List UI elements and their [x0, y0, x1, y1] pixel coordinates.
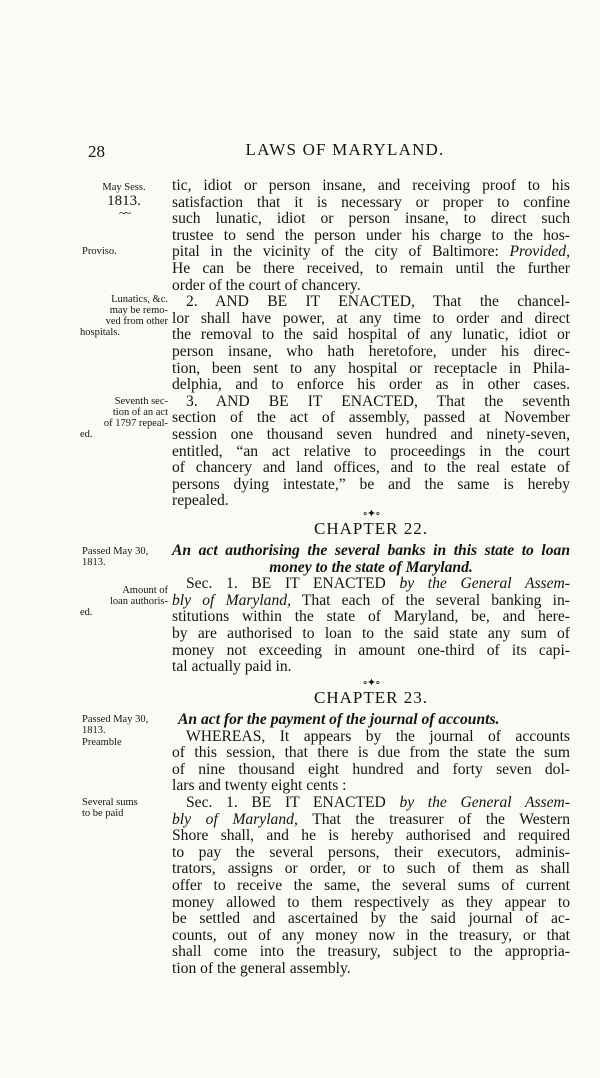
margin-seventh: [80, 396, 168, 440]
margin-line: Seventh sec-: [114, 396, 168, 407]
ornament-22: ∘✦∘: [362, 508, 380, 520]
margin-line: ved from other: [105, 316, 168, 327]
text-line: stitutions within the state of Maryland, be, and here-: [172, 608, 570, 626]
text-line: of chancery and land offices, and to the real estate of: [172, 459, 570, 477]
text-line: He can be there received, to remain until the further: [172, 259, 570, 277]
margin-amount: [80, 585, 168, 618]
margin-line: Passed May 30,: [82, 714, 149, 725]
text-line: trustee to send the person under his charge to the hos-: [172, 226, 570, 244]
text-line: delphia, and to enforce his order as in other cases.: [172, 376, 570, 394]
margin-line: Lunatics, &c.: [111, 294, 168, 305]
text-line: [172, 576, 570, 593]
margin-line: loan authoris-: [109, 596, 168, 607]
text-line: [172, 812, 570, 829]
text-line: satisfaction that it is necessary or proper to confine: [172, 193, 570, 211]
text-line: person insane, who hath heretofore, under his direc-: [172, 342, 570, 360]
text-line: tion of the general assembly.: [172, 959, 351, 977]
margin-line: Amount of: [122, 585, 168, 596]
margin-preamble: Preamble: [82, 737, 122, 748]
text-line: of nine thousand eight hundred and forty seven dol-: [172, 760, 570, 778]
chapter-22-heading: CHAPTER 22.: [314, 519, 428, 538]
text-span: Sec. 1. BE IT ENACTED: [186, 793, 386, 811]
text-line: money allowed to them respectively as they appear to: [172, 893, 570, 911]
text-line: to pay the several persons, their executors, adminis-: [172, 843, 570, 861]
text-line: repealed.: [172, 492, 229, 510]
text-line: lor shall have power, at any time to order and direct: [172, 309, 570, 327]
text-line: tion, been sent to any hospital or receptacle in Phila-: [172, 359, 570, 377]
text-line: money not exceeding in amount one-third of its capi-: [172, 641, 570, 659]
body-block-1: [172, 178, 570, 510]
text-line: Shore shall, and he is hereby authorised and required: [172, 827, 570, 845]
chapter-23-heading: CHAPTER 23.: [314, 688, 428, 707]
text-line: be settled and ascertained by the said journal of ac-: [172, 910, 570, 928]
text-line: the removal to the said hospital of any lunatic, idiot or: [172, 326, 570, 344]
margin-several: [82, 797, 170, 819]
text-line: section of the act of assembly, passed at November: [172, 409, 570, 427]
text-line: order of the court of chancery.: [172, 276, 361, 294]
text-line: counts, out of any money now in the treasury, or that: [172, 926, 570, 944]
page-number: 28: [88, 142, 105, 161]
text-span: bly of Maryland,: [172, 810, 298, 828]
chapter-22-title: money to the state of Maryland.: [269, 558, 473, 576]
text-line: lars and twenty eight cents :: [172, 777, 347, 795]
chapter-23-title: An act for the payment of the journal of accounts.: [178, 711, 500, 728]
session-label: May Sess.: [102, 182, 146, 193]
margin-passed-22: [82, 546, 170, 568]
text-span: by the General Assem-: [399, 575, 570, 593]
text-line: [172, 795, 570, 812]
text-line: tic, idiot or person insane, and receiving proof to his: [172, 177, 570, 194]
text-span: by the General Assem-: [399, 793, 570, 811]
margin-line: hospitals.: [80, 327, 120, 338]
text-line: of this session, that there is due from the state the sum: [172, 744, 570, 762]
text-span: bly of Maryland,: [172, 591, 291, 609]
chapter-22-title: An act authorising the several banks in this state to loan: [172, 542, 570, 559]
margin-line: tion of an act: [112, 407, 168, 418]
text-line: shall come into the treasury, subject to the appropria-: [172, 943, 570, 961]
chapter-22-block: [172, 543, 570, 676]
page-header: [88, 140, 572, 164]
text-line: [172, 244, 570, 261]
tilde-ornament: ~~: [118, 205, 130, 220]
text-span: That each of the several banking in-: [301, 591, 570, 609]
provided-word: Provided,: [509, 243, 570, 261]
margin-line: 1813.: [82, 557, 106, 568]
text-line: offer to receive the same, the several sums of current: [172, 876, 570, 894]
text-line: persons dying intestate,” be and the same is hereby: [172, 475, 570, 493]
running-head: LAWS OF MARYLAND.: [245, 140, 445, 159]
margin-line: of 1797 repeal-: [103, 418, 168, 429]
margin-line: may be remo-: [109, 305, 168, 316]
margin-lunatics: [80, 294, 168, 338]
margin-line: to be paid: [82, 808, 124, 819]
text-line: trators, assigns or order, or to such of them as shall: [172, 860, 570, 878]
text-line: WHEREAS, It appears by the journal of accounts: [186, 727, 570, 745]
ornament-23: ∘✦∘: [362, 677, 380, 689]
margin-session: [84, 182, 164, 220]
section-3-heading: 3. AND BE IT ENACTED, That the seventh: [186, 392, 570, 410]
margin-line: ed.: [80, 429, 93, 440]
margin-line: Several sums: [82, 797, 138, 808]
text-span: pital in the vicinity of the city of Baltimore:: [172, 243, 499, 261]
session-year: 1813.: [107, 193, 141, 209]
text-span: That the treasurer of the Western: [312, 810, 570, 828]
text-line: by are authorised to loan to the said state any sum of: [172, 624, 570, 642]
text-line: such lunatic, idiot or person insane, to direct such: [172, 210, 570, 228]
text-line: entitled, “an act relative to proceedings in the court: [172, 442, 570, 460]
text-line: tal actually paid in.: [172, 658, 292, 676]
section-2-heading: 2. AND BE IT ENACTED, That the chancel-: [186, 293, 570, 311]
text-line: [172, 593, 570, 610]
margin-passed-23: [82, 714, 170, 736]
margin-line: ed.: [80, 607, 93, 618]
margin-proviso: Proviso.: [82, 246, 117, 257]
text-span: Sec. 1. BE IT ENACTED: [186, 575, 386, 593]
chapter-23-block: [172, 712, 570, 978]
text-line: session one thousand seven hundred and ninety-seven,: [172, 425, 570, 443]
margin-line: Passed May 30,: [82, 546, 149, 557]
margin-line: 1813.: [82, 725, 106, 736]
